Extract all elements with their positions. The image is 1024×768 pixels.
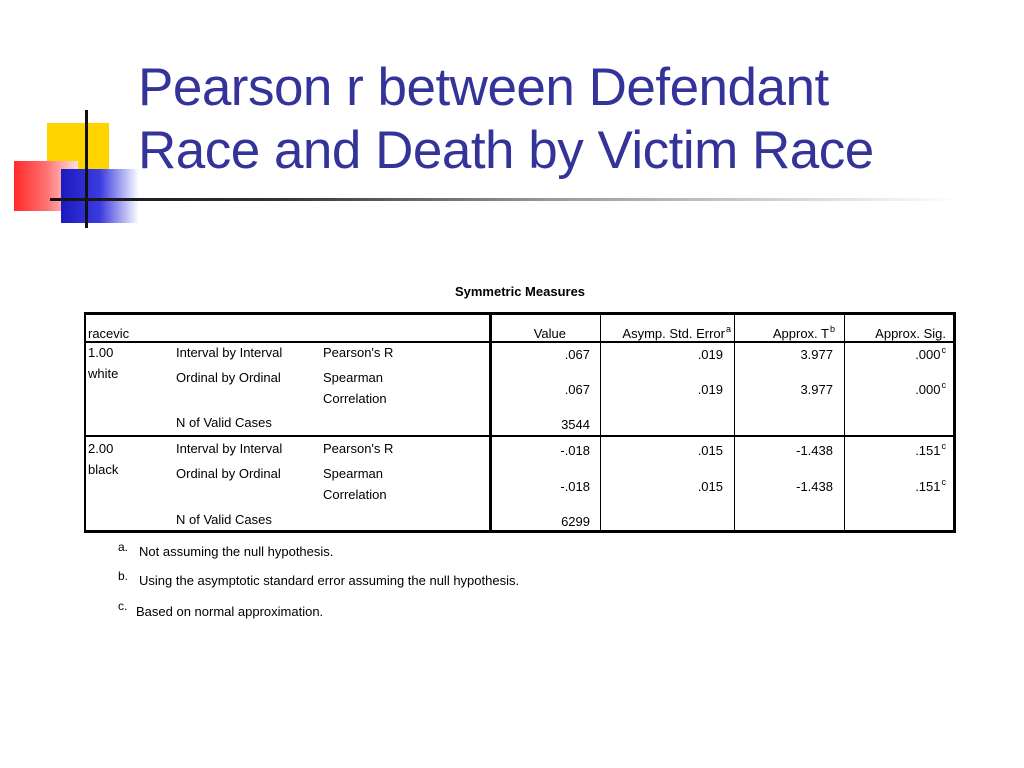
footnote-text: Not assuming the null hypothesis. [139,544,334,559]
value-cell: .067 [564,347,590,362]
header-std-error-label: Asymp. Std. Error [622,326,725,341]
measure-type: Interval by Interval [176,345,283,360]
blue-square-decoration [61,169,139,223]
std-error-cell: .015 [697,479,723,494]
table-caption: Symmetric Measures [454,284,586,299]
measure-type: N of Valid Cases [176,512,272,527]
value-cell: -.018 [560,443,590,458]
approx-sig-cell [845,443,946,460]
measure-name: Pearson's R [323,441,394,456]
footnote-letter: b. [118,569,129,583]
measure-name: Spearman [323,370,383,385]
footnote-marker: a [725,324,731,334]
slide-title-line-1: Pearson r between Defendant [138,58,829,117]
value-cell: 6299 [561,514,590,529]
value-cell: -.018 [560,479,590,494]
footnote-marker: c [941,477,946,487]
vertical-rule-decoration [85,110,88,228]
std-error-cell: .015 [697,443,723,458]
slide-title [138,56,1008,182]
footnote-marker: c [941,441,946,451]
header-approx-sig: Approx. Sig. [875,326,946,341]
measure-name: Spearman [323,466,383,481]
footnote-marker: b [829,324,835,334]
measure-name-continued: Correlation [323,391,387,406]
approx-t-cell: -1.438 [796,443,833,458]
approx-sig-value: .000 [915,347,941,362]
footnote-marker: c [941,345,946,355]
header-racevic: racevic [88,326,130,341]
header-std-error [601,326,731,343]
slide-title-line-2: Race and Death by Victim Race [138,121,874,180]
approx-sig-cell [845,382,946,399]
value-cell: .067 [564,382,590,397]
approx-sig-value: .000 [915,382,941,397]
group-code: 2.00 [88,441,114,456]
approx-t-cell: 3.977 [800,382,833,397]
header-approx-t-label: Approx. T [772,326,829,341]
approx-sig-value: .151 [915,443,941,458]
measure-name-continued: Correlation [323,487,387,502]
group-label: black [88,462,119,477]
approx-sig-cell [845,347,946,364]
std-error-cell: .019 [697,347,723,362]
value-cell: 3544 [561,417,590,432]
group-divider [86,435,953,437]
footnote-marker: c [941,380,946,390]
footnote-text: Using the asymptotic standard error assuming the null hypothesis. [139,573,520,588]
group-label: white [88,366,119,381]
approx-sig-cell [845,479,946,496]
footnote-text: Based on normal approximation. [136,604,324,619]
approx-sig-value: .151 [915,479,941,494]
header-approx-t [735,326,835,343]
footnote-letter: c. [118,599,128,613]
measure-type: Interval by Interval [176,441,283,456]
measure-type: Ordinal by Ordinal [176,466,281,481]
group-code: 1.00 [88,345,114,360]
measure-type: Ordinal by Ordinal [176,370,281,385]
header-value: Value [533,326,566,341]
footnote-letter: a. [118,540,129,554]
approx-t-cell: -1.438 [796,479,833,494]
approx-t-cell: 3.977 [800,347,833,362]
measure-name: Pearson's R [323,345,394,360]
symmetric-measures-table [84,312,956,533]
horizontal-rule-decoration [50,198,960,201]
std-error-cell: .019 [697,382,723,397]
measure-type: N of Valid Cases [176,415,272,430]
